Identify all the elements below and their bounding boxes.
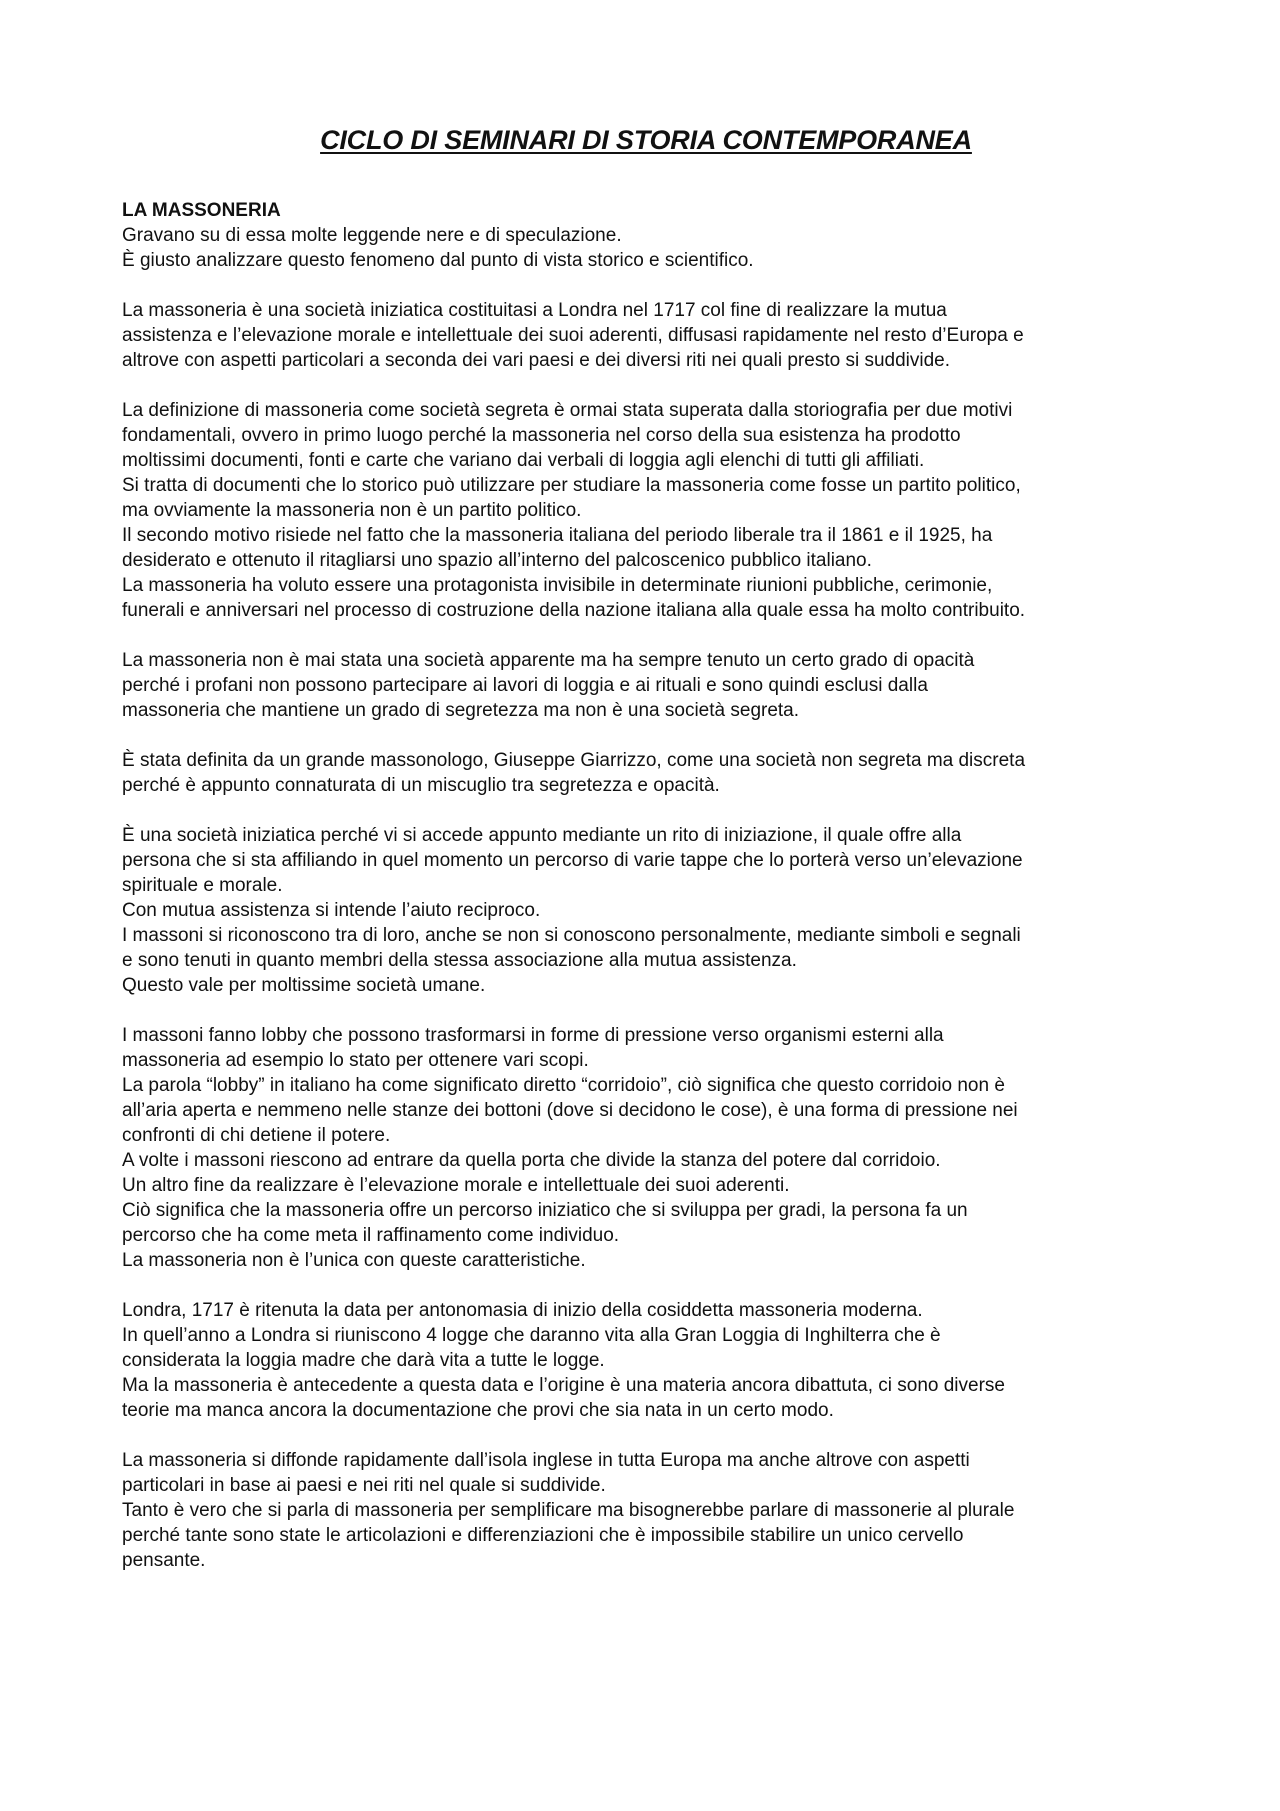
text-line: massoneria che mantiene un grado di segretezza ma non è una società segreta.: [122, 700, 800, 721]
text-line: massoneria ad esempio lo stato per ottenere vari scopi.: [122, 1050, 589, 1071]
text-line: La massoneria ha voluto essere una protagonista invisibile in determinate riunioni pubbliche, cerimonie,: [122, 575, 993, 596]
paragraph: [122, 748, 1170, 798]
text-line: persona che si sta affiliando in quel momento un percorso di varie tappe che lo porterà verso un’elevazione: [122, 850, 1023, 871]
paragraph: [122, 823, 1170, 998]
paragraph: [122, 1448, 1170, 1573]
text-line: teorie ma manca ancora la documentazione che provi che sia nata in un certo modo.: [122, 1400, 834, 1421]
text-line: I massoni si riconoscono tra di loro, anche se non si conoscono personalmente, mediante simboli e segnali: [122, 925, 1021, 946]
text-line: Si tratta di documenti che lo storico può utilizzare per studiare la massoneria come fosse un partito politico,: [122, 475, 1021, 496]
section-la-massoneria: [122, 198, 1170, 1573]
text-line: altrove con aspetti particolari a seconda dei vari paesi e dei diversi riti nei quali presto si suddivide.: [122, 350, 950, 371]
paragraph: [122, 648, 1170, 723]
document-title: CICLO DI SEMINARI DI STORIA CONTEMPORANEA: [320, 125, 972, 155]
text-line: La definizione di massoneria come società segreta è ormai stata superata dalla storiografia per due motivi: [122, 400, 1013, 421]
text-line: considerata la loggia madre che darà vita a tutte le logge.: [122, 1350, 605, 1371]
text-line: Ma la massoneria è antecedente a questa data e l’origine è una materia ancora dibattuta, ci sono diverse: [122, 1375, 1005, 1396]
text-line: È giusto analizzare questo fenomeno dal punto di vista storico e scientifico.: [122, 250, 754, 271]
text-line: È una società iniziatica perché vi si accede appunto mediante un rito di iniziazione, il quale offre alla: [122, 825, 962, 846]
text-line: confronti di chi detiene il potere.: [122, 1125, 391, 1146]
text-line: Londra, 1717 è ritenuta la data per antonomasia di inizio della cosiddetta massoneria moderna.: [122, 1300, 923, 1321]
text-line: moltissimi documenti, fonti e carte che variano dai verbali di loggia agli elenchi di tutti gli affiliati.: [122, 450, 925, 471]
text-line: e sono tenuti in quanto membri della stessa associazione alla mutua assistenza.: [122, 950, 797, 971]
paragraph: [122, 398, 1170, 623]
section-heading: LA MASSONERIA: [122, 200, 281, 221]
text-line: Con mutua assistenza si intende l’aiuto reciproco.: [122, 900, 541, 921]
text-line: Tanto è vero che si parla di massoneria per semplificare ma bisognerebbe parlare di massonerie al plurale: [122, 1500, 1015, 1521]
text-line: La massoneria non è l’unica con queste caratteristiche.: [122, 1250, 586, 1271]
text-line: La massoneria non è mai stata una società apparente ma ha sempre tenuto un certo grado di opacità: [122, 650, 975, 671]
text-line: Questo vale per moltissime società umane.: [122, 975, 486, 996]
text-line: A volte i massoni riescono ad entrare da quella porta che divide la stanza del potere dal corridoio.: [122, 1150, 941, 1171]
text-line: I massoni fanno lobby che possono trasformarsi in forme di pressione verso organismi esterni alla: [122, 1025, 944, 1046]
paragraph: [122, 298, 1170, 373]
text-line: perché i profani non possono partecipare ai lavori di loggia e ai rituali e sono quindi esclusi dalla: [122, 675, 928, 696]
text-line: Un altro fine da realizzare è l’elevazione morale e intellettuale dei suoi aderenti.: [122, 1175, 790, 1196]
text-line: Il secondo motivo risiede nel fatto che la massoneria italiana del periodo liberale tra il 1861 e il 1925, ha: [122, 525, 993, 546]
text-line: particolari in base ai paesi e nei riti nel quale si suddivide.: [122, 1475, 606, 1496]
paragraph: [122, 1298, 1170, 1423]
paragraph: [122, 1023, 1170, 1273]
text-line: ma ovviamente la massoneria non è un partito politico.: [122, 500, 582, 521]
paragraph: [122, 223, 1170, 273]
text-line: all’aria aperta e nemmeno nelle stanze dei bottoni (dove si decidono le cose), è una forma di pressione nei: [122, 1100, 1018, 1121]
text-line: È stata definita da un grande massonologo, Giuseppe Giarrizzo, come una società non segreta ma discreta: [122, 750, 1026, 771]
text-line: Gravano su di essa molte leggende nere e di speculazione.: [122, 225, 622, 246]
text-line: perché tante sono state le articolazioni e differenziazioni che è impossibile stabilire un unico cervello: [122, 1525, 964, 1546]
text-line: perché è appunto connaturata di un miscuglio tra segretezza e opacità.: [122, 775, 720, 796]
text-line: spirituale e morale.: [122, 875, 283, 896]
text-line: In quell’anno a Londra si riuniscono 4 logge che daranno vita alla Gran Loggia di Inghilterra che è: [122, 1325, 941, 1346]
text-line: fondamentali, ovvero in primo luogo perché la massoneria nel corso della sua esistenza ha prodotto: [122, 425, 961, 446]
text-line: percorso che ha come meta il raffinamento come individuo.: [122, 1225, 620, 1246]
text-line: La parola “lobby” in italiano ha come significato diretto “corridoio”, ciò significa che questo corridoio non è: [122, 1075, 1005, 1096]
text-line: desiderato e ottenuto il ritagliarsi uno spazio all’interno del palcoscenico pubblico italiano.: [122, 550, 872, 571]
text-line: pensante.: [122, 1550, 206, 1571]
text-line: Ciò significa che la massoneria offre un percorso iniziatico che si sviluppa per gradi, la persona fa un: [122, 1200, 968, 1221]
text-line: funerali e anniversari nel processo di costruzione della nazione italiana alla quale essa ha molto contribuito.: [122, 600, 1026, 621]
text-line: La massoneria si diffonde rapidamente dall’isola inglese in tutta Europa ma anche altrove con aspetti: [122, 1450, 970, 1471]
text-line: La massoneria è una società iniziatica costituitasi a Londra nel 1717 col fine di realizzare la mutua: [122, 300, 947, 321]
text-line: assistenza e l’elevazione morale e intellettuale dei suoi aderenti, diffusasi rapidamente nel resto d’Europa e: [122, 325, 1024, 346]
